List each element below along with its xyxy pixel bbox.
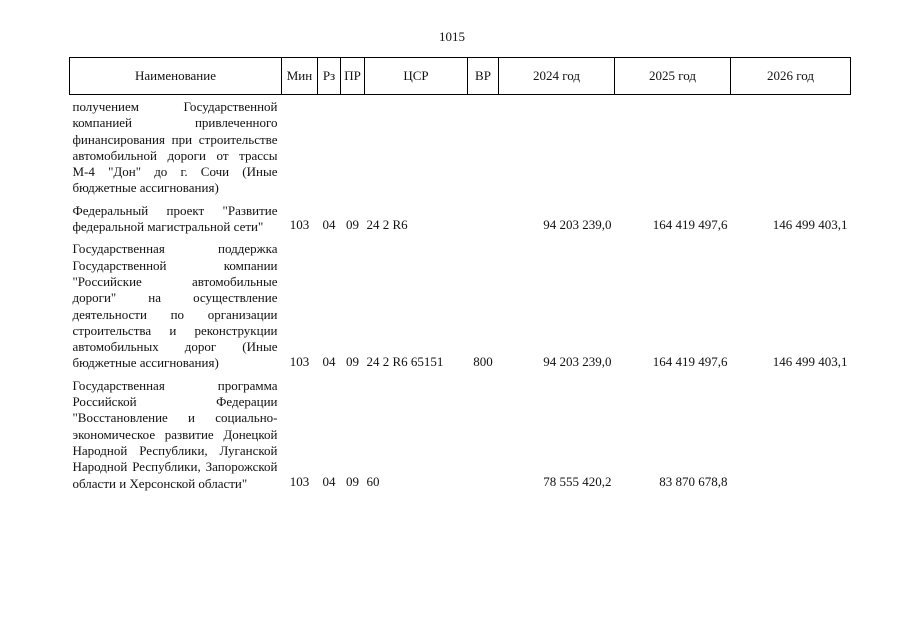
header-vr: ВР <box>468 58 499 95</box>
table-header <box>70 58 851 95</box>
header-2024: 2024 год <box>499 58 615 95</box>
header-2025: 2025 год <box>615 58 731 95</box>
header-2026: 2026 год <box>731 58 851 95</box>
row-min <box>282 95 318 199</box>
row-rz <box>318 95 341 199</box>
row-rz: 04 <box>322 473 336 489</box>
row-csr <box>365 95 468 199</box>
row-2026: 146 499 403,1 <box>772 353 848 369</box>
row-pr: 09 <box>346 217 359 233</box>
header-pr: ПР <box>341 58 365 95</box>
row-2026 <box>731 95 851 199</box>
row-name: Федеральный проект "Развитие федеральной магистральной сети" <box>72 202 278 235</box>
header-row <box>70 58 851 95</box>
row-vr <box>468 374 499 494</box>
row-rz: 04 <box>322 217 336 233</box>
row-vr: 800 <box>473 353 493 369</box>
row-name: Государственная поддержка Государственной компании "Российские автомобильные дороги" на осуществление деятельности по организации строительства и реконструкции автомобильных дорог (Иные бюджетные ассигнования) <box>72 241 278 371</box>
header-csr: ЦСР <box>365 58 468 95</box>
row-2025: 164 419 497,6 <box>652 353 728 369</box>
row-min: 103 <box>289 217 310 233</box>
row-2024: 94 203 239,0 <box>543 353 612 369</box>
header-min: Мин <box>282 58 318 95</box>
table-row <box>70 237 851 373</box>
header-name: Наименование <box>70 58 282 95</box>
row-2025: 83 870 678,8 <box>659 473 728 489</box>
row-csr: 60 <box>366 473 380 489</box>
budget-table <box>69 57 851 494</box>
row-name: Государственная программа Российской Федерации "Восстановление и социально-экономическое развитие Донецкой Народной Республики, Луганской Народной Республики, Запорожской области и Херсонской области" <box>72 377 278 491</box>
row-2024: 78 555 420,2 <box>543 473 612 489</box>
table-body <box>70 95 851 494</box>
row-rz: 04 <box>322 353 336 369</box>
row-pr: 09 <box>346 353 359 369</box>
row-pr <box>341 95 365 199</box>
row-min: 103 <box>289 353 310 369</box>
table-row <box>70 95 851 199</box>
row-min: 103 <box>289 473 310 489</box>
row-csr: 24 2 R6 65151 <box>366 353 444 369</box>
row-pr: 09 <box>346 473 359 489</box>
row-csr: 24 2 R6 <box>366 217 408 233</box>
table-row <box>70 199 851 238</box>
table-row <box>70 374 851 494</box>
row-2026 <box>731 374 851 494</box>
row-name: получением Государственной компанией привлеченного финансирования при строительстве автомобильной дороги от трассы М-4 "Дон" до г. Сочи (Иные бюджетные ассигнования) <box>72 99 278 196</box>
row-2025 <box>615 95 731 199</box>
row-2024: 94 203 239,0 <box>543 217 612 233</box>
row-2025: 164 419 497,6 <box>652 217 728 233</box>
row-vr <box>468 199 499 238</box>
header-rz: Рз <box>318 58 341 95</box>
row-2026: 146 499 403,1 <box>772 217 848 233</box>
page-number: 1015 <box>439 29 465 44</box>
row-vr <box>468 95 499 199</box>
row-2024 <box>499 95 615 199</box>
